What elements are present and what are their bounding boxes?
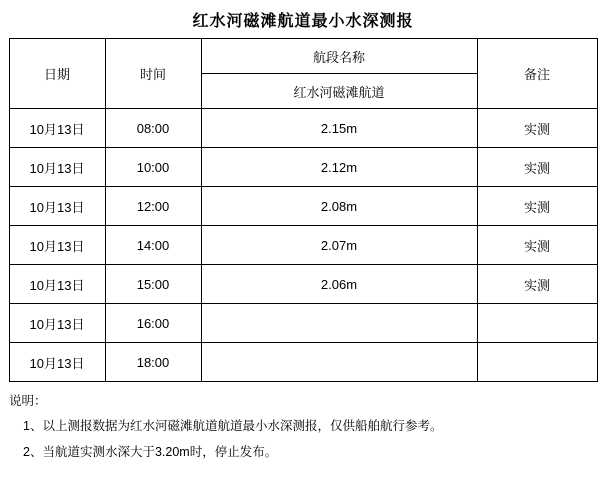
header-date: 日期 <box>9 39 105 109</box>
table-row <box>9 109 597 148</box>
table-row <box>9 265 597 304</box>
cell-remark <box>477 304 597 343</box>
table-row <box>9 148 597 187</box>
notes-title: 说明： <box>9 394 47 408</box>
cell-depth: 2.06m <box>201 265 477 304</box>
cell-depth: 2.12m <box>201 148 477 187</box>
cell-date: 10月13日 <box>9 343 105 382</box>
cell-depth <box>201 343 477 382</box>
cell-remark: 实测 <box>477 265 597 304</box>
header-segment-sub: 红水河磁滩航道 <box>201 74 477 109</box>
cell-remark: 实测 <box>477 109 597 148</box>
cell-depth: 2.08m <box>201 187 477 226</box>
cell-remark: 实测 <box>477 187 597 226</box>
cell-remark <box>477 343 597 382</box>
cell-date: 10月13日 <box>9 187 105 226</box>
note-line-1: 1、以上测报数据为红水河磁滩航道航道最小水深测报，仅供船舶航行参考。 <box>23 419 443 434</box>
table-row <box>9 187 597 226</box>
cell-date: 10月13日 <box>9 265 105 304</box>
cell-depth: 2.07m <box>201 226 477 265</box>
cell-date: 10月13日 <box>9 148 105 187</box>
header-time: 时间 <box>105 39 201 109</box>
page-title: 红水河磁滩航道最小水深测报 <box>192 13 414 30</box>
cell-time: 15:00 <box>105 265 201 304</box>
header-segment-group: 航段名称 <box>201 39 477 74</box>
cell-depth <box>201 304 477 343</box>
table-header-row-1 <box>9 39 597 74</box>
header-remark: 备注 <box>477 39 597 109</box>
cell-time: 10:00 <box>105 148 201 187</box>
cell-date: 10月13日 <box>9 304 105 343</box>
cell-time: 12:00 <box>105 187 201 226</box>
cell-remark: 实测 <box>477 226 597 265</box>
table-row <box>9 226 597 265</box>
cell-time: 16:00 <box>105 304 201 343</box>
note-line-2: 2、当航道实测水深大于3.20m时，停止发布。 <box>23 444 278 459</box>
cell-time: 18:00 <box>105 343 201 382</box>
cell-time: 08:00 <box>105 109 201 148</box>
cell-remark: 实测 <box>477 148 597 187</box>
cell-date: 10月13日 <box>9 226 105 265</box>
table-row <box>9 304 597 343</box>
water-depth-table <box>9 38 598 382</box>
notes-section <box>9 382 597 462</box>
cell-time: 14:00 <box>105 226 201 265</box>
cell-date: 10月13日 <box>9 109 105 148</box>
table-row <box>9 343 597 382</box>
cell-depth: 2.15m <box>201 109 477 148</box>
